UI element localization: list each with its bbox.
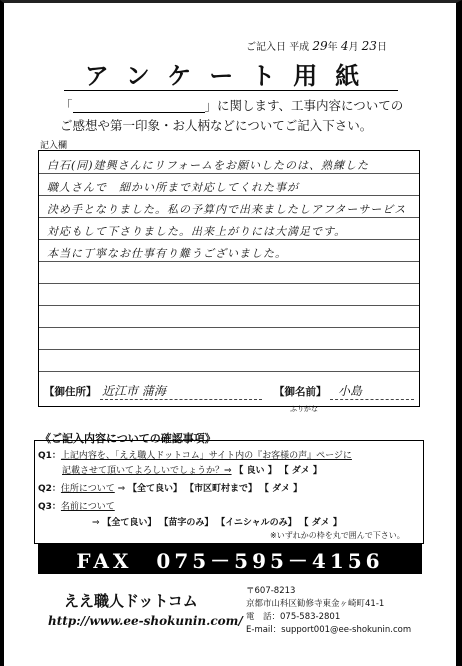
q2-text: 住所について [60, 484, 115, 494]
email-address[interactable]: support001@ee-shokunin.com [281, 625, 412, 635]
circle-note: ※いずれかの枠を丸で囲んで下さい。 [270, 531, 405, 540]
title-underline [64, 90, 398, 91]
phone-line [246, 610, 340, 622]
date-era: 平成 [289, 42, 310, 53]
name-line [330, 399, 414, 400]
phone-number: 075-583-2801 [280, 612, 341, 622]
intro-line-2: ご感想や第一印象・お人柄などについてご記入下さい。 [60, 118, 373, 133]
q3-option-initials[interactable]: 【イニシャルのみ】 [216, 518, 297, 528]
q2-arrow: ⇒ [117, 484, 126, 494]
email-label: E-mail： [246, 625, 282, 635]
intro-line-1-rest: に関します、工事内容についての [217, 98, 404, 113]
q3-option-no[interactable]: 【 ダメ 】 [299, 518, 342, 528]
project-blank [73, 100, 205, 113]
date-year: 29 [312, 39, 328, 53]
address-label: 【御住所】 [44, 386, 97, 398]
q3-text: 名前について [60, 502, 115, 512]
fax-banner: FAX 075－595－4156 [38, 544, 422, 574]
q3-arrow: ⇒ [92, 518, 100, 528]
q3-label: Q3： [38, 502, 61, 512]
postal-code: 〒607-8213 [246, 586, 296, 596]
q2-label: Q2： [38, 484, 61, 494]
q1-text: 上記内容を、「ええ職人ドットコム」サイト内の『お客様の声』ページに [60, 451, 352, 461]
q3-option-all[interactable]: 【全て良い】 [102, 518, 157, 528]
date-month: 4 [340, 39, 349, 53]
q2-option-city[interactable]: 【市区町村まで】 [184, 484, 257, 494]
ruled-area-label: 記入欄 [40, 141, 68, 151]
q1-option-no[interactable]: 【 ダメ 】 [279, 466, 322, 476]
date-label: ご記入日 [246, 42, 286, 53]
q1-option-yes[interactable]: 【 良い 】 [234, 466, 277, 476]
q1-text-2: 記載させて頂いてよろしいでしょうか？⇒ [62, 466, 232, 476]
date-day-unit: 日 [376, 42, 387, 53]
name-value: 小島 [338, 384, 363, 398]
rule-line [39, 371, 419, 372]
name-label: 【御名前】 [274, 386, 327, 398]
page-title: アンケート用紙 [84, 62, 378, 90]
handwriting-line: 対応もして下さりました。出来上がりには大満足です。 [47, 225, 347, 238]
rule-line [39, 173, 419, 174]
q3-option-surname[interactable]: 【苗字のみ】 [159, 518, 214, 528]
rule-line [39, 283, 419, 284]
date-month-unit: 月 [348, 42, 359, 53]
handwriting-line: 本当に丁寧なお仕事有り難うございました。 [47, 247, 287, 260]
q1-label: Q1： [38, 451, 61, 461]
q1-line [38, 448, 352, 461]
q3-options [92, 515, 342, 528]
email-line [246, 623, 411, 635]
q1-line-2 [62, 463, 322, 476]
comment-box [38, 150, 420, 407]
rule-line [39, 327, 419, 328]
street-address: 京都市山科区勧修寺東金ヶ崎町41-1 [246, 599, 385, 609]
phone-label: 電 話： [246, 612, 281, 622]
rule-line [39, 239, 419, 240]
q3-line [38, 499, 115, 512]
handwriting-line: 職人さんで 細かい所まで対応してくれた事が [47, 181, 299, 194]
intro-text [60, 96, 403, 136]
rule-line [39, 305, 419, 306]
date-line [246, 38, 387, 53]
rule-line [39, 195, 419, 196]
q2-option-all[interactable]: 【全て良い】 [128, 484, 183, 494]
rule-line [39, 261, 419, 262]
q2-option-no[interactable]: 【 ダメ 】 [259, 484, 303, 494]
company-name: ええ職人ドットコム [64, 592, 198, 610]
address-line [100, 399, 262, 400]
rule-line [39, 217, 419, 218]
handwriting-line: 決め手となりました。私の予算内で出来ましたしアフターサービス [47, 203, 407, 216]
open-quote: 「 [60, 98, 73, 113]
furigana-label: ふりがな [290, 405, 318, 413]
intro-line-1 [60, 96, 403, 116]
handwriting-line: 白石(同)建興さんにリフォームをお願いしたのは、熟練した [47, 159, 370, 172]
date-year-unit: 年 [327, 42, 338, 53]
company-url[interactable]: http://www.ee-shokunin.com/ [48, 614, 243, 628]
rule-line [39, 349, 419, 350]
q2-line [38, 481, 302, 494]
close-quote: 」 [204, 98, 218, 113]
confirm-title: 《ご記入内容についての確認事項》 [40, 432, 216, 445]
date-day: 23 [361, 39, 377, 53]
address-value: 近江市 蒲海 [102, 384, 166, 398]
